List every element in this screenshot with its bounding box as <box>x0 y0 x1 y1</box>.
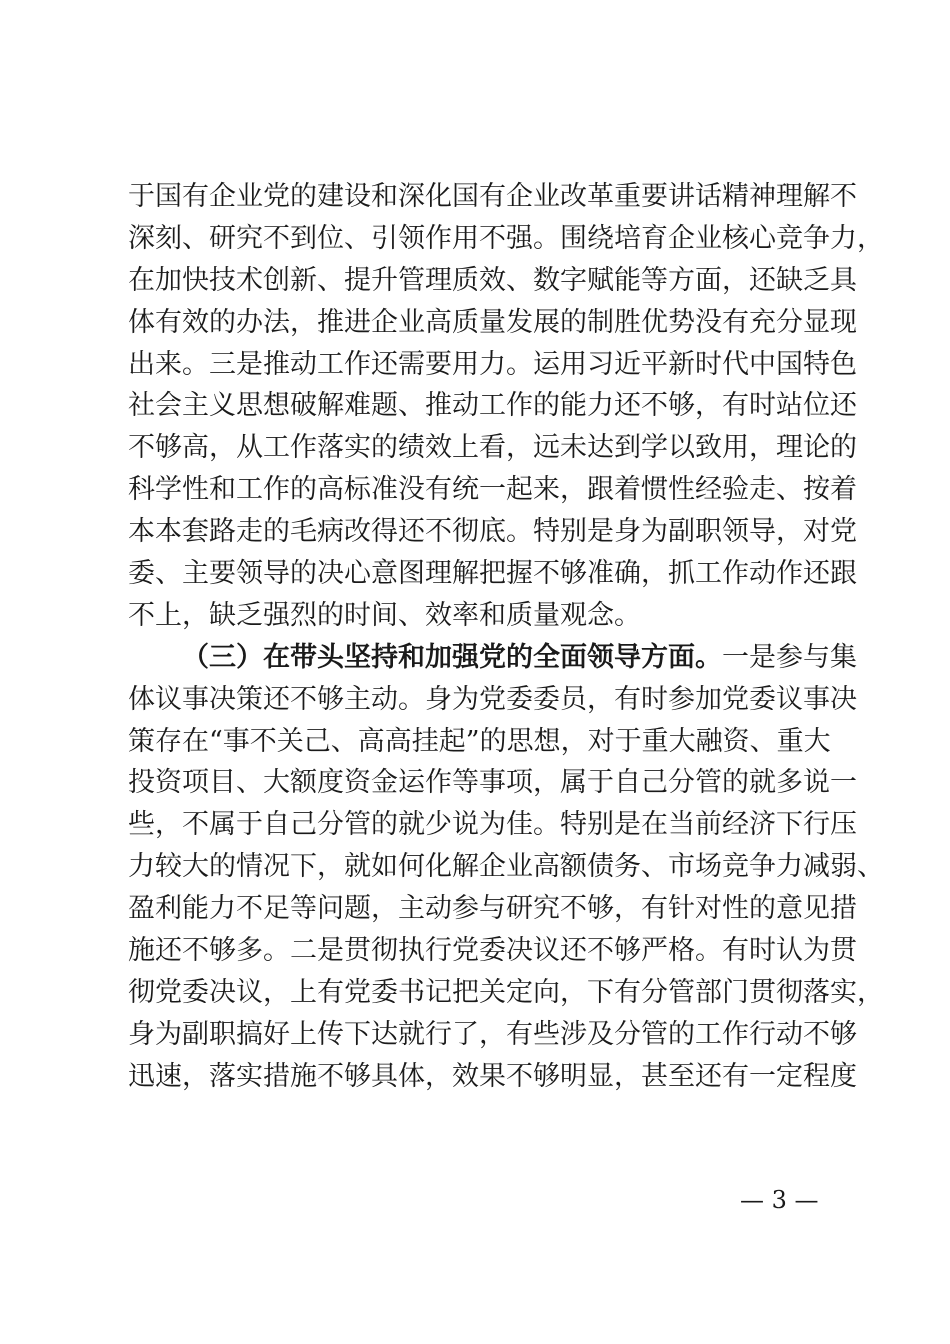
text-line-paragraph-end: 不上，缺乏强烈的时间、效率和质量观念。 <box>128 599 641 631</box>
text-line: 本本套路走的毛病改得还不彻底。特别是身为副职领导，对党 <box>128 516 857 548</box>
text-line: 于国有企业党的建设和深化国有企业改革重要讲话精神理解不 <box>128 181 857 212</box>
text-line: 盈利能力不足等问题，主动参与研究不够，有针对性的意见措 <box>128 893 857 925</box>
text-line: 迅速，落实措施不够具体，效果不够明显，甚至还有一定程度 <box>128 1060 857 1092</box>
section-heading-line <box>128 637 857 679</box>
text-line: 身为副职搞好上传下达就行了，有些涉及分管的工作行动不够 <box>128 1018 857 1050</box>
text-line: 深刻、研究不到位、引领作用不强。围绕培育企业核心竞争力， <box>128 222 884 254</box>
section-heading-rest: 一是参与集 <box>722 641 857 673</box>
text-line: 委、主要领导的决心意图理解把握不够准确，抓工作动作还跟 <box>128 558 857 590</box>
body-text <box>128 176 884 1098</box>
text-line: 施还不够多。二是贯彻执行党委决议还不够严格。有时认为贯 <box>128 935 857 967</box>
text-line: 体议事决策还不够主动。身为党委委员，有时参加党委议事决 <box>128 683 857 715</box>
text-line: 投资项目、大额度资金运作等事项，属于自己分管的就多说一 <box>128 767 857 799</box>
text-line: 些，不属于自己分管的就少说为佳。特别是在当前经济下行压 <box>128 809 857 841</box>
text-line: 社会主义思想破解难题、推动工作的能力还不够，有时站位还 <box>128 390 857 422</box>
text-line: 力较大的情况下，就如何化解企业高额债务、市场竞争力减弱、 <box>128 851 884 883</box>
text-line: 在加快技术创新、提升管理质效、数字赋能等方面，还缺乏具 <box>128 264 857 296</box>
text-line: 彻党委决议，上有党委书记把关定向，下有分管部门贯彻落实， <box>128 976 884 1008</box>
text-line: 不够高，从工作落实的绩效上看，远未达到学以致用，理论的 <box>128 432 857 464</box>
text-line: 科学性和工作的高标准没有统一起来，跟着惯性经验走、按着 <box>128 474 857 506</box>
text-line: 出来。三是推动工作还需要用力。运用习近平新时代中国特色 <box>128 348 857 380</box>
section-heading: （三）在带头坚持和加强党的全面领导方面。 <box>182 641 722 673</box>
page-number: — 3 — <box>740 1186 819 1214</box>
text-line: 体有效的办法，推进企业高质量发展的制胜优势没有充分显现 <box>128 306 857 338</box>
text-line: 策存在“事不关己、高高挂起”的思想，对于重大融资、重大 <box>128 725 831 757</box>
